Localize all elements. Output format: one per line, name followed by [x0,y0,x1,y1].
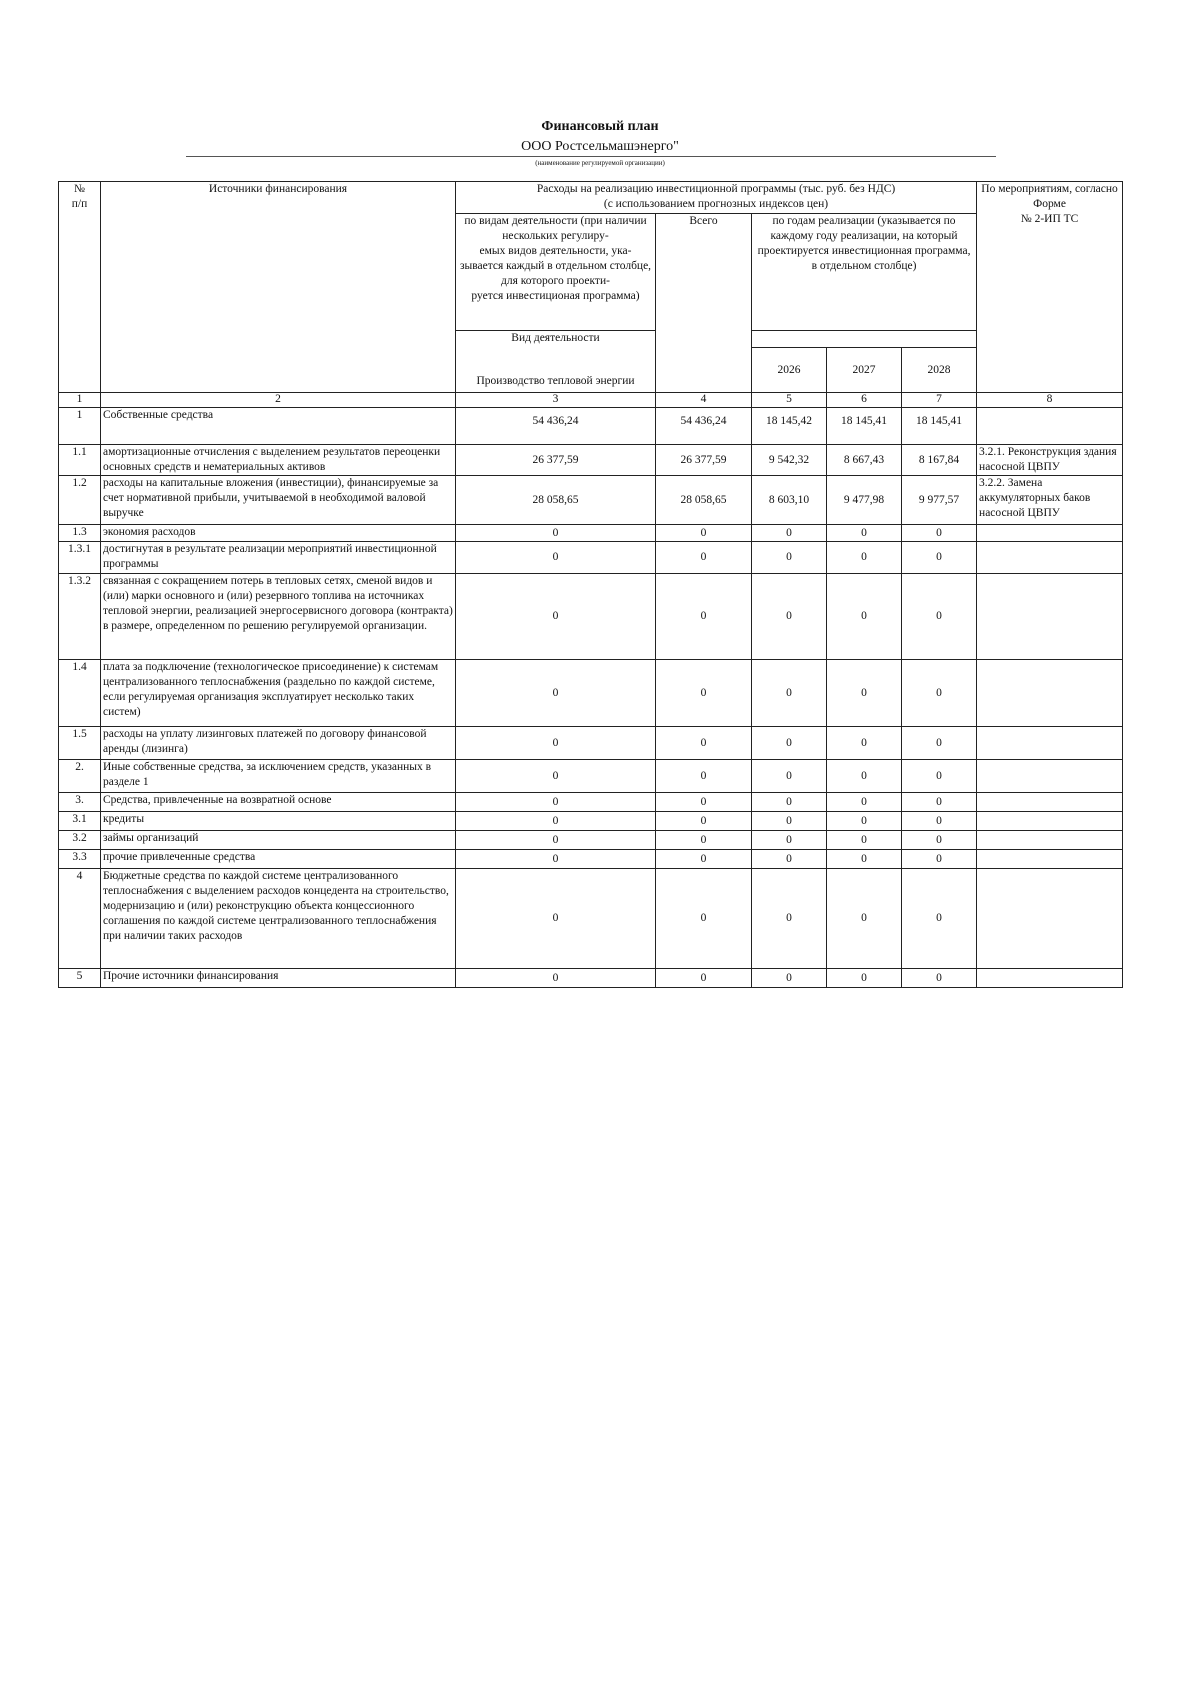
row-activity: 0 [456,574,656,660]
row-num: 3.1 [59,812,101,831]
header-by-years [752,214,977,331]
row-total: 0 [656,969,752,988]
row-num: 3.2 [59,831,101,850]
header-year-3: 2028 [902,348,977,393]
row-year-2: 0 [827,660,902,727]
row-activity: 0 [456,869,656,969]
row-num: 3.3 [59,850,101,869]
row-total: 0 [656,793,752,812]
row-num: 2. [59,760,101,793]
row-note [977,525,1123,542]
col-number-8: 8 [977,393,1123,408]
row-activity: 26 377,59 [456,445,656,476]
row-year-3: 0 [902,793,977,812]
row-note [977,408,1123,445]
table-row [59,831,1123,850]
header-year-1: 2026 [752,348,827,393]
row-num: 1.2 [59,476,101,525]
row-year-2: 0 [827,542,902,574]
row-name: прочие привлеченные средства [101,850,456,869]
header-by-activity: по видам деятельности (при наличии нескольких регулиру- емых видов деятельности, ука- зывается каждый в отдельном столбце, для которого проекти- руется инвестиционая программа) [456,214,656,331]
table-row [59,408,1123,445]
row-activity: 0 [456,525,656,542]
row-year-1: 18 145,42 [752,408,827,445]
table-row [59,476,1123,525]
row-note [977,793,1123,812]
row-activity: 0 [456,760,656,793]
row-year-2: 8 667,43 [827,445,902,476]
row-year-2: 9 477,98 [827,476,902,525]
row-name: амортизационные отчисления с выделением результатов переоценки основных средств и нематериальных активов [101,445,456,476]
row-name: Иные собственные средства, за исключением средств, указанных в разделе 1 [101,760,456,793]
table-row [59,574,1123,660]
row-year-3: 9 977,57 [902,476,977,525]
row-year-1: 0 [752,727,827,760]
row-num: 1.3.2 [59,574,101,660]
row-year-1: 0 [752,850,827,869]
row-year-1: 0 [752,793,827,812]
row-num: 5 [59,969,101,988]
table-row [59,445,1123,476]
col-number-5: 5 [752,393,827,408]
row-activity: 0 [456,831,656,850]
row-name: расходы на уплату лизинговых платежей по договору финансовой аренды (лизинга) [101,727,456,760]
row-year-2: 0 [827,969,902,988]
row-name: Бюджетные средства по каждой системе централизованного теплоснабжения с выделением расходов концедента на строительство, модернизацию и (или) реконструкцию объекта концессионного соглашения по каждой системе централизованного теплоснабжения при наличии таких расходов [101,869,456,969]
table-row [59,727,1123,760]
row-num: 4 [59,869,101,969]
row-name: расходы на капитальные вложения (инвестиции), финансируемые за счет нормативной прибыли, учитываемой в необходимой валовой выручке [101,476,456,525]
table-row [59,969,1123,988]
row-name: достигнутая в результате реализации мероприятий инвестиционной программы [101,542,456,574]
organization-underline [186,156,996,157]
row-activity: 28 058,65 [456,476,656,525]
row-year-3: 0 [902,812,977,831]
row-year-3: 0 [902,574,977,660]
table-row [59,525,1123,542]
row-year-2: 0 [827,760,902,793]
row-note [977,850,1123,869]
row-activity: 0 [456,812,656,831]
row-num: 1.5 [59,727,101,760]
row-activity: 54 436,24 [456,408,656,445]
header-expenses: Расходы на реализацию инвестиционной программы (тыс. руб. без НДС) (с использованием прогнозных индексов цен) [456,182,977,214]
row-name: экономия расходов [101,525,456,542]
col-number-6: 6 [827,393,902,408]
organization-caption: (наименование регулируемой организации) [535,159,665,167]
table-row [59,660,1123,727]
row-num: 1.4 [59,660,101,727]
row-total: 26 377,59 [656,445,752,476]
row-year-3: 0 [902,760,977,793]
row-num: 1 [59,408,101,445]
table-row [59,542,1123,574]
header-activity-name: Производство тепловой энергии [476,375,635,387]
row-year-2: 0 [827,727,902,760]
row-name: связанная с сокращением потерь в тепловых сетях, сменой видов и (или) марки основного и (или) резервного топлива на источниках тепловой энергии, реализацией энергосервисного договора (контракта) в размере, определенном по решению регулируемой организации. [101,574,456,660]
row-activity: 0 [456,793,656,812]
row-year-1: 0 [752,969,827,988]
row-year-3: 0 [902,727,977,760]
row-num: 1.1 [59,445,101,476]
row-activity: 0 [456,969,656,988]
row-note [977,574,1123,660]
row-num: 1.3.1 [59,542,101,574]
table-row [59,760,1123,793]
row-year-1: 0 [752,525,827,542]
row-year-2: 0 [827,869,902,969]
header-measures: По мероприятиям, согласно Форме № 2-ИП ТС [977,182,1123,393]
row-total: 54 436,24 [656,408,752,445]
row-total: 0 [656,812,752,831]
row-activity: 0 [456,542,656,574]
row-year-1: 9 542,32 [752,445,827,476]
header-num: № п/п [59,182,101,393]
row-year-3: 0 [902,660,977,727]
row-total: 0 [656,542,752,574]
row-name: Средства, привлеченные на возвратной основе [101,793,456,812]
header-activity-type: Вид деятельности [511,332,600,344]
row-year-1: 0 [752,812,827,831]
row-total: 0 [656,574,752,660]
row-year-1: 0 [752,542,827,574]
row-note [977,812,1123,831]
header-by-years-text: по годам реализации (указывается по каждому году реализации, на который проектируется инвестиционная программа, в отдельном столбце) [757,215,971,272]
row-year-3: 0 [902,542,977,574]
row-year-3: 0 [902,831,977,850]
row-year-2: 0 [827,793,902,812]
row-num: 1.3 [59,525,101,542]
table-row [59,793,1123,812]
col-number-1: 1 [59,393,101,408]
row-note [977,869,1123,969]
table-row [59,812,1123,831]
row-year-1: 8 603,10 [752,476,827,525]
financial-plan-table [58,181,1123,988]
row-note [977,660,1123,727]
row-year-1: 0 [752,660,827,727]
row-total: 28 058,65 [656,476,752,525]
row-year-1: 0 [752,574,827,660]
row-total: 0 [656,850,752,869]
row-name: Собственные средства [101,408,456,445]
table-row [59,850,1123,869]
row-year-3: 8 167,84 [902,445,977,476]
row-year-3: 0 [902,969,977,988]
row-note [977,831,1123,850]
row-total: 0 [656,525,752,542]
row-note: 3.2.1. Реконструкция здания насосной ЦВПУ [977,445,1123,476]
row-num: 3. [59,793,101,812]
table-row [59,869,1123,969]
row-name: плата за подключение (технологическое присоединение) к системам централизованного теплоснабжения (раздельно по каждой системе, если регулируемая организация эксплуатирует несколько таких систем) [101,660,456,727]
row-year-1: 0 [752,869,827,969]
row-year-2: 0 [827,574,902,660]
row-total: 0 [656,760,752,793]
col-number-4: 4 [656,393,752,408]
col-number-7: 7 [902,393,977,408]
row-note: 3.2.2. Замена аккумуляторных баков насосной ЦВПУ [977,476,1123,525]
row-year-2: 0 [827,831,902,850]
document-title: Финансовый план [541,119,659,134]
row-note [977,760,1123,793]
row-year-3: 18 145,41 [902,408,977,445]
row-activity: 0 [456,660,656,727]
row-year-2: 18 145,41 [827,408,902,445]
row-activity: 0 [456,727,656,760]
row-note [977,542,1123,574]
row-year-3: 0 [902,869,977,969]
col-number-2: 2 [101,393,456,408]
organization-name: ООО Ростсельмашэнерго" [521,139,679,154]
col-number-3: 3 [456,393,656,408]
header-year-2: 2027 [827,348,902,393]
row-total: 0 [656,727,752,760]
row-total: 0 [656,660,752,727]
row-year-3: 0 [902,525,977,542]
header-sources: Источники финансирования [101,182,456,393]
row-name: Прочие источники финансирования [101,969,456,988]
header-total: Всего [656,214,752,393]
row-activity: 0 [456,850,656,869]
row-year-2: 0 [827,812,902,831]
row-note [977,727,1123,760]
row-note [977,969,1123,988]
row-year-2: 0 [827,525,902,542]
row-year-2: 0 [827,850,902,869]
row-year-3: 0 [902,850,977,869]
row-name: кредиты [101,812,456,831]
row-total: 0 [656,869,752,969]
row-name: займы организаций [101,831,456,850]
header-years-spacer [752,331,977,348]
row-year-1: 0 [752,760,827,793]
header-activity-cell [456,331,656,393]
row-total: 0 [656,831,752,850]
row-year-1: 0 [752,831,827,850]
